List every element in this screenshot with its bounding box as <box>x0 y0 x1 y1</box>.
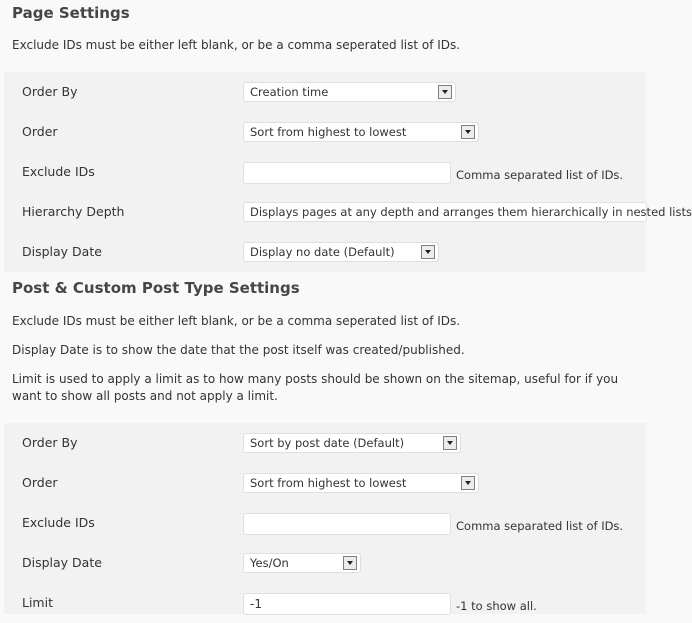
post-display-date-select[interactable] <box>243 553 361 573</box>
post-settings-description-date: Display Date is to show the date that the post itself was created/published. <box>12 343 465 357</box>
page-display-date-value: Display no date (Default) <box>250 245 395 259</box>
post-exclude-ids-input[interactable] <box>243 513 451 535</box>
post-order-select[interactable] <box>243 473 479 493</box>
post-display-date-value: Yes/On <box>250 556 289 570</box>
chevron-down-icon[interactable] <box>443 436 457 450</box>
page-order-by-value: Creation time <box>250 85 329 99</box>
post-display-date-label: Display Date <box>22 555 102 570</box>
page-exclude-ids-row <box>4 152 646 192</box>
post-order-by-row <box>4 423 646 463</box>
post-limit-input[interactable] <box>243 593 451 615</box>
post-limit-label: Limit <box>22 595 53 610</box>
page-order-by-select[interactable] <box>243 82 456 102</box>
post-order-by-value: Sort by post date (Default) <box>250 436 405 450</box>
post-settings-heading: Post & Custom Post Type Settings <box>12 279 300 297</box>
chevron-down-icon[interactable] <box>461 125 475 139</box>
page-hierarchy-depth-row <box>4 192 692 232</box>
page-order-select[interactable] <box>243 122 479 142</box>
page-settings-heading: Page Settings <box>12 4 130 22</box>
post-settings-description-limit: Limit is used to apply a limit as to how many posts should be shown on the sitemap, useful for if you want to show all posts and not apply a limit. <box>12 372 619 403</box>
post-limit-hint: -1 to show all. <box>456 599 537 613</box>
post-exclude-ids-hint: Comma separated list of IDs. <box>456 519 624 533</box>
page-hierarchy-depth-select[interactable] <box>243 202 692 222</box>
chevron-down-icon[interactable] <box>421 245 435 259</box>
page-hierarchy-depth-value: Displays pages at any depth and arranges them hierarchically in nested lists <box>250 205 692 219</box>
post-settings-form <box>4 423 646 614</box>
post-order-label: Order <box>22 475 58 490</box>
page-settings-description: Exclude IDs must be either left blank, or be a comma seperated list of IDs. <box>12 38 461 52</box>
page-order-row <box>4 112 646 152</box>
post-order-row <box>4 463 646 503</box>
post-order-by-select[interactable] <box>243 433 461 453</box>
chevron-down-icon[interactable] <box>461 476 475 490</box>
post-order-value: Sort from highest to lowest <box>250 476 407 490</box>
page-display-date-select[interactable] <box>243 242 439 262</box>
chevron-down-icon[interactable] <box>438 85 452 99</box>
page-order-value: Sort from highest to lowest <box>250 125 407 139</box>
post-limit-row <box>4 583 646 623</box>
page-order-label: Order <box>22 124 58 139</box>
page-exclude-ids-hint: Comma separated list of IDs. <box>456 168 624 182</box>
post-display-date-row <box>4 543 646 583</box>
page-settings-form <box>4 72 692 272</box>
page-display-date-label: Display Date <box>22 244 102 259</box>
post-settings-description-exclude: Exclude IDs must be either left blank, or be a comma seperated list of IDs. <box>12 314 461 328</box>
page-exclude-ids-input[interactable] <box>243 162 451 184</box>
page-hierarchy-depth-label: Hierarchy Depth <box>22 204 125 219</box>
page-display-date-row <box>4 232 646 272</box>
post-exclude-ids-label: Exclude IDs <box>22 515 95 530</box>
page-order-by-row <box>4 72 646 112</box>
post-exclude-ids-row <box>4 503 646 543</box>
post-order-by-label: Order By <box>22 435 78 450</box>
page-order-by-label: Order By <box>22 84 78 99</box>
chevron-down-icon[interactable] <box>343 556 357 570</box>
page-exclude-ids-label: Exclude IDs <box>22 164 95 179</box>
